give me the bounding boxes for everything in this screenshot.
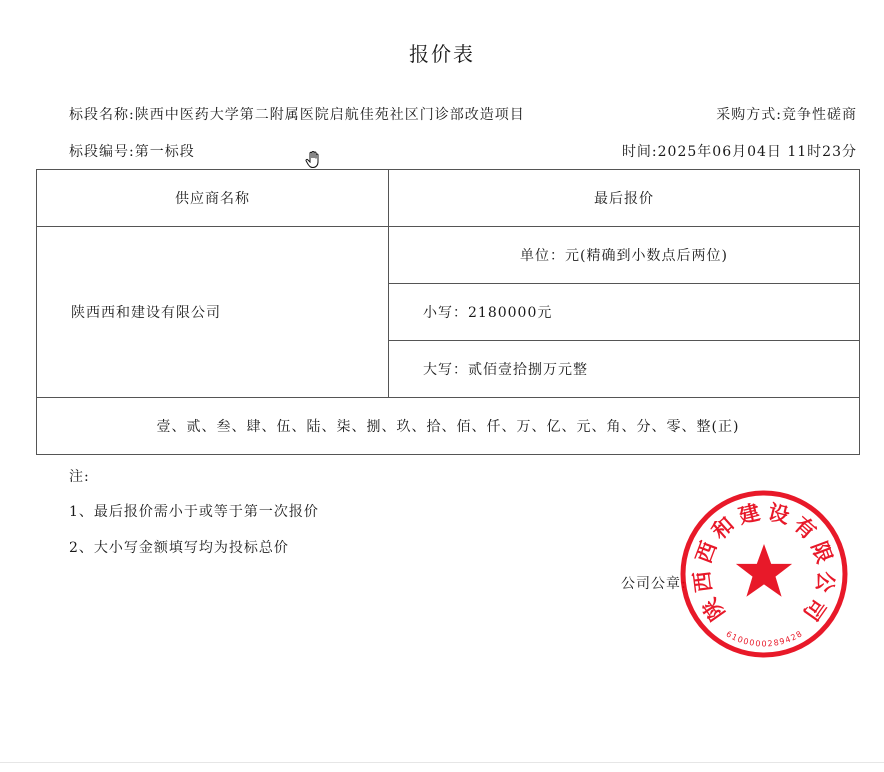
header-supplier: 供应商名称 bbox=[37, 170, 389, 227]
seal-star-icon bbox=[736, 544, 792, 597]
note-item-1: 1、最后报价需小于或等于第一次报价 bbox=[69, 504, 319, 520]
hand-cursor-icon bbox=[305, 151, 321, 169]
quote-time: 时间:2025年06月04日 11时23分 bbox=[621, 144, 857, 160]
section-name: 标段名称:陕西中医药大学第二附属医院启航佳苑社区门诊部改造项目 bbox=[69, 107, 525, 123]
seal-serial-digit: 0 bbox=[754, 638, 761, 649]
company-seal bbox=[678, 488, 850, 660]
notes-heading: 注: bbox=[69, 469, 90, 485]
seal-serial-digit: 0 bbox=[761, 639, 767, 649]
seal-char: 西 bbox=[690, 537, 722, 567]
seal-serial-digit: 0 bbox=[742, 636, 750, 647]
seal-char: 和 bbox=[706, 511, 739, 545]
seal-serial-digit: 0 bbox=[736, 634, 745, 645]
seal-char: 有 bbox=[789, 511, 822, 545]
procurement-method: 采购方式:竞争性磋商 bbox=[716, 107, 857, 123]
page-title: 报价表 bbox=[409, 42, 475, 66]
seal-char: 公 bbox=[811, 569, 840, 594]
seal-serial-digit: 8 bbox=[772, 638, 780, 648]
seal-serial-digit: 6 bbox=[724, 629, 734, 640]
seal-serial bbox=[725, 629, 804, 648]
note-item-2: 2、大小写金额填写均为投标总价 bbox=[69, 540, 289, 556]
table-header-row bbox=[37, 170, 860, 227]
seal-char: 陕 bbox=[696, 593, 730, 626]
seal-serial-digit: 4 bbox=[783, 634, 792, 645]
seal-char: 西 bbox=[688, 569, 717, 594]
header-final-quote: 最后报价 bbox=[389, 170, 860, 227]
seal-serial-digit: 0 bbox=[748, 638, 756, 648]
section-number: 标段编号:第一标段 bbox=[69, 144, 195, 160]
quote-table bbox=[36, 169, 860, 455]
table-row bbox=[37, 398, 860, 455]
seal-serial-digit: 1 bbox=[730, 632, 739, 643]
seal-serial-digit: 9 bbox=[778, 636, 786, 647]
seal-label: 公司公章: bbox=[621, 576, 687, 592]
page-divider bbox=[0, 762, 884, 763]
seal-serial-digit: 2 bbox=[767, 638, 774, 649]
amount-upper: 大写：贰佰壹拾捌万元整 bbox=[389, 341, 860, 398]
amount-lower: 小写：2180000元 bbox=[389, 284, 860, 341]
seal-serial-digit: 8 bbox=[794, 629, 804, 640]
seal-char: 司 bbox=[798, 593, 832, 626]
seal-char: 设 bbox=[765, 499, 793, 529]
seal-char: 建 bbox=[735, 499, 763, 529]
supplier-name: 陕西西和建设有限公司 bbox=[37, 227, 389, 398]
chinese-numerals: 壹、贰、叁、肆、伍、陆、柒、捌、玖、拾、佰、仟、万、亿、元、角、分、零、整(正) bbox=[37, 398, 860, 455]
seal-char: 限 bbox=[806, 537, 838, 567]
unit-note: 单位：元(精确到小数点后两位) bbox=[389, 227, 860, 284]
table-row bbox=[37, 227, 860, 284]
seal-serial-digit: 2 bbox=[789, 632, 798, 643]
